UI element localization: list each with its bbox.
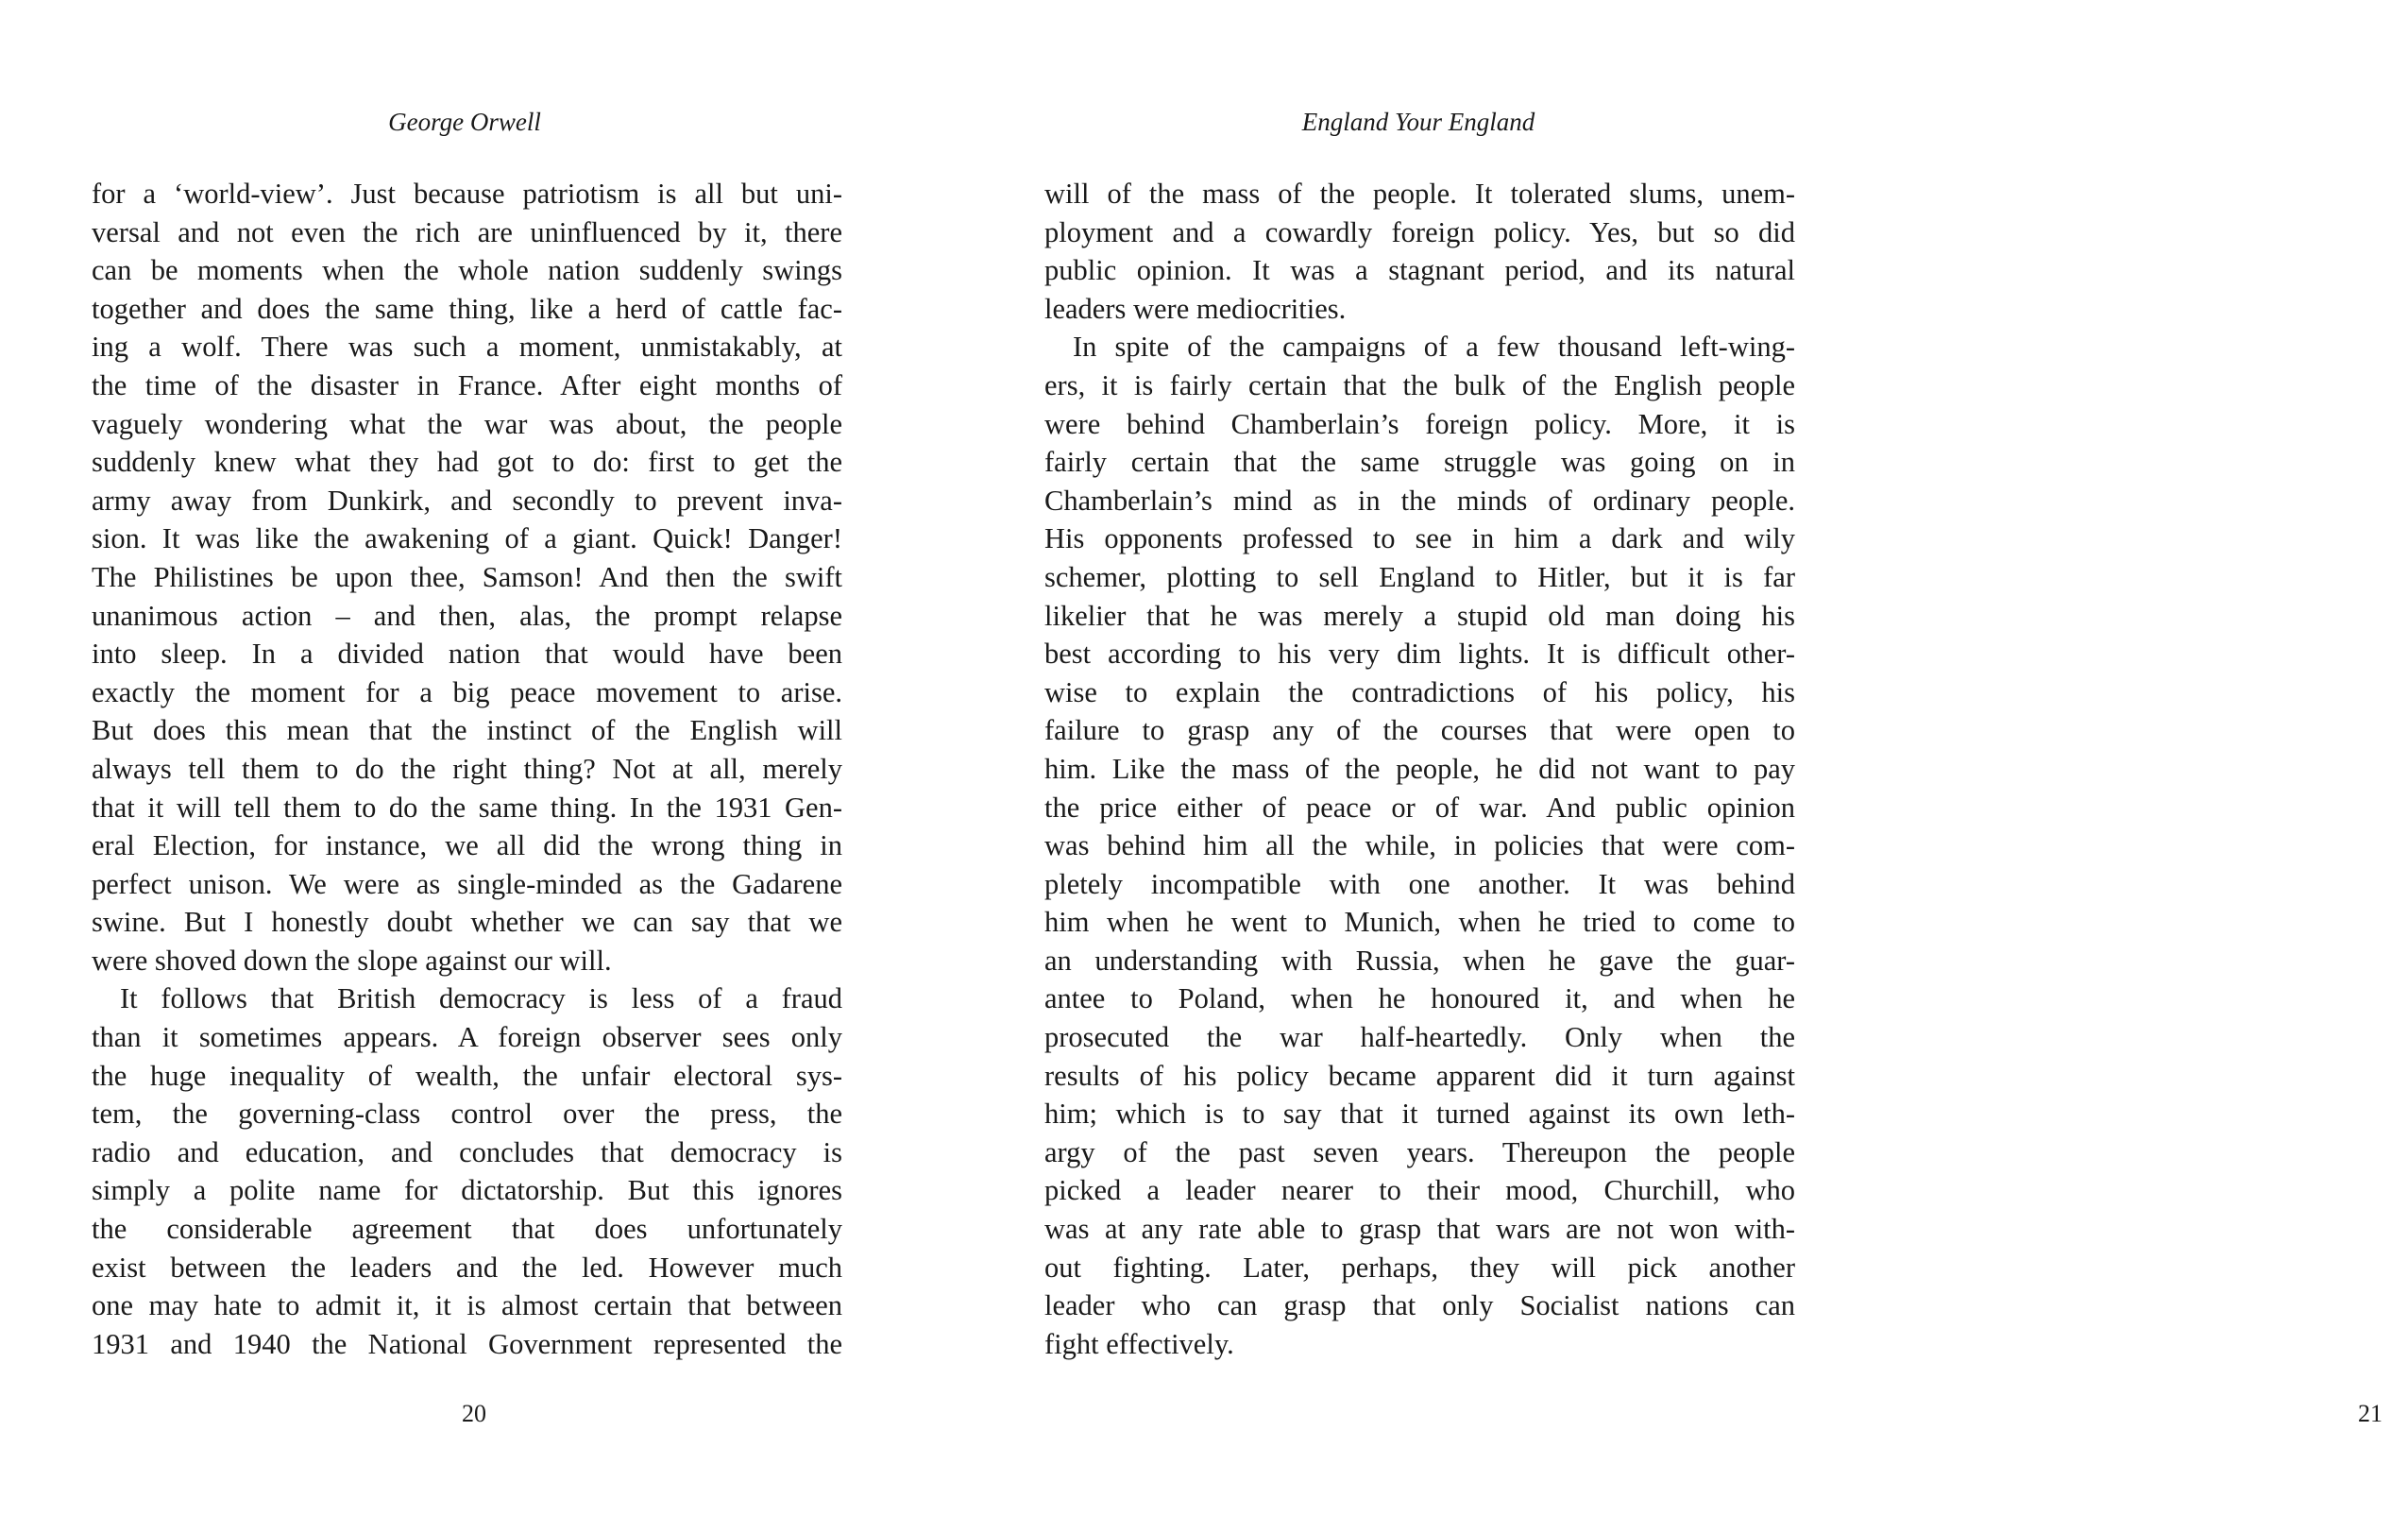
text-line: will of the mass of the people. It tolerated slums, unem- — [1044, 178, 1795, 210]
text-line: In spite of the campaigns of a few thousand left-wing- — [1073, 331, 1795, 364]
text-line: swine. But I honestly doubt whether we can say that we — [92, 906, 842, 939]
text-line: leader who can grasp that only Socialist nations can — [1044, 1289, 1795, 1322]
text-line: ing a wolf. There was such a moment, unmistakably, at — [92, 331, 842, 364]
text-line: sion. It was like the awakening of a giant. Quick! Danger! — [92, 522, 842, 555]
text-line: His opponents professed to see in him a dark and wily — [1044, 522, 1795, 555]
text-line: prosecuted the war half-heartedly. Only when the — [1044, 1021, 1795, 1054]
text-line: But does this mean that the instinct of the English will — [92, 714, 842, 747]
text-line: 1931 and 1940 the National Government represented the — [92, 1327, 842, 1360]
text-line: best according to his very dim lights. It is difficult other- — [1044, 638, 1795, 671]
text-line: always tell them to do the right thing? Not at all, merely — [92, 752, 842, 785]
text-line: picked a leader nearer to their mood, Churchill, who — [1044, 1174, 1795, 1207]
text-line: fairly certain that the same struggle was going on in — [1044, 446, 1795, 479]
text-line: exactly the moment for a big peace movement to arise. — [92, 675, 842, 708]
text-line: wise to explain the contradictions of his policy, his — [1044, 675, 1795, 708]
left-text-block — [92, 175, 842, 1363]
text-line: the price either of peace or of war. And public opinion — [1044, 791, 1795, 824]
page-number: 21 — [2358, 1400, 2383, 1427]
text-line: suddenly knew what they had got to do: first to get the — [92, 446, 842, 479]
text-line: leaders were mediocrities. — [1044, 292, 1347, 325]
text-line: was behind him all the while, in policies that were com- — [1044, 829, 1795, 862]
text-line: Chamberlain’s mind as in the minds of ordinary people. — [1044, 484, 1795, 517]
text-line: radio and education, and concludes that democracy is — [92, 1135, 842, 1168]
text-line: eral Election, for instance, we all did the wrong thing in — [92, 829, 842, 862]
text-line: public opinion. It was a stagnant period, and its natural — [1044, 254, 1795, 287]
running-head-title: England Your England — [1301, 108, 1535, 136]
right-text-block — [1044, 175, 1795, 1363]
text-line: argy of the past seven years. Thereupon the people — [1044, 1135, 1795, 1168]
text-line: for a ‘world-view’. Just because patriotism is all but uni- — [92, 178, 842, 210]
text-line: was at any rate able to grasp that wars are not won with- — [1044, 1213, 1795, 1246]
text-line: that it will tell them to do the same thing. In the 1931 Gen- — [92, 791, 842, 824]
text-line: one may hate to admit it, it is almost certain that between — [92, 1289, 842, 1322]
text-line: The Philistines be upon thee, Samson! And then the swift — [92, 560, 842, 593]
text-line: can be moments when the whole nation suddenly swings — [92, 254, 842, 287]
text-line: ployment and a cowardly foreign policy. Yes, but so did — [1044, 215, 1795, 248]
text-line: tem, the governing-class control over the press, the — [92, 1098, 842, 1131]
text-line: an understanding with Russia, when he gave the guar- — [1044, 944, 1795, 977]
text-line: out fighting. Later, perhaps, they will pick another — [1044, 1251, 1795, 1284]
left-page — [0, 0, 944, 1533]
text-line: than it sometimes appears. A foreign observer sees only — [92, 1021, 842, 1054]
text-line: antee to Poland, when he honoured it, and when he — [1044, 982, 1795, 1015]
text-line: ers, it is fairly certain that the bulk of the English people — [1044, 368, 1795, 401]
text-line: unanimous action – and then, alas, the prompt relapse — [92, 599, 842, 632]
text-line: were shoved down the slope against our will. — [92, 944, 612, 977]
text-line: into sleep. In a divided nation that would have been — [92, 638, 842, 671]
text-line: likelier that he was merely a stupid old man doing his — [1044, 599, 1795, 632]
text-line: versal and not even the rich are uninfluenced by it, there — [92, 215, 842, 248]
running-head-author: George Orwell — [388, 108, 541, 136]
text-line: perfect unison. We were as single-minded as the Gadarene — [92, 867, 842, 900]
text-line: him when he went to Munich, when he tried to come to — [1044, 906, 1795, 939]
text-line: him. Like the mass of the people, he did not want to pay — [1044, 752, 1795, 785]
text-line: failure to grasp any of the courses that were open to — [1044, 714, 1795, 747]
text-line: the considerable agreement that does unfortunately — [92, 1213, 842, 1246]
text-line: pletely incompatible with one another. It was behind — [1044, 867, 1795, 900]
text-line: It follows that British democracy is less of a fraud — [120, 982, 842, 1015]
text-line: schemer, plotting to sell England to Hitler, but it is far — [1044, 560, 1795, 593]
text-line: the huge inequality of wealth, the unfair electoral sys- — [92, 1059, 842, 1092]
text-line: him; which is to say that it turned against its own leth- — [1044, 1098, 1795, 1131]
text-line: results of his policy became apparent did it turn against — [1044, 1059, 1795, 1092]
page-number: 20 — [462, 1400, 486, 1427]
text-line: fight effectively. — [1044, 1327, 1234, 1360]
text-line: army away from Dunkirk, and secondly to prevent inva- — [92, 484, 842, 517]
text-line: simply a polite name for dictatorship. But this ignores — [92, 1174, 842, 1207]
text-line: the time of the disaster in France. After eight months of — [92, 368, 842, 401]
text-line: were behind Chamberlain’s foreign policy. More, it is — [1044, 407, 1795, 440]
text-line: exist between the leaders and the led. However much — [92, 1251, 842, 1284]
text-line: vaguely wondering what the war was about, the people — [92, 407, 842, 440]
text-line: together and does the same thing, like a herd of cattle fac- — [92, 292, 842, 325]
right-page — [944, 0, 2383, 1533]
